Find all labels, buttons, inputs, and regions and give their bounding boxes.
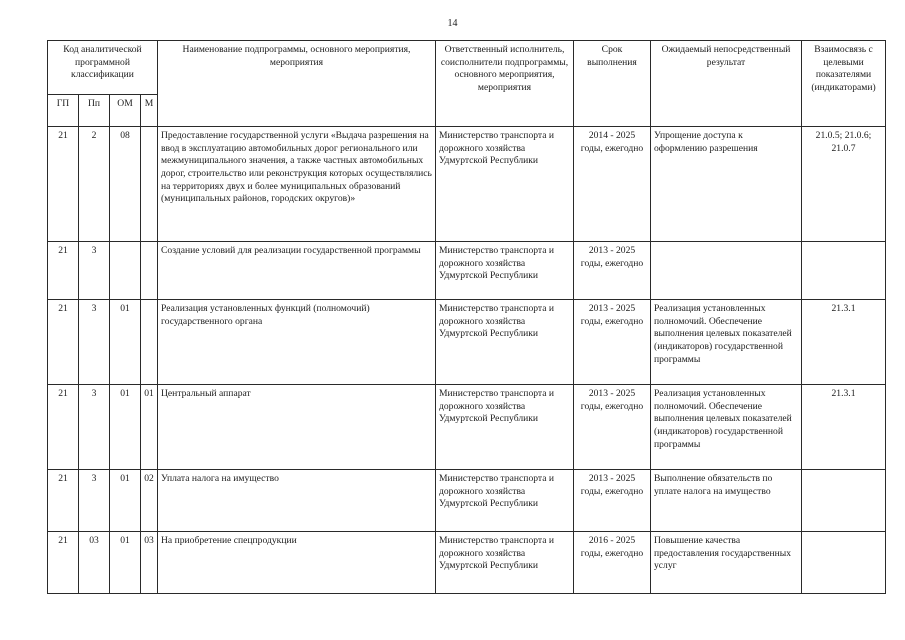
cell-name: Предоставление государственной услуги «Выдача разрешения на ввод в эксплуатацию автомобильных дорог регионального или межмуниципального значения, а также частных автомобильных дорог, строительство или реконструкция которых осуществлялись на территориях двух и более муниципальных образований (муниципальных районов, городских округов)» — [158, 127, 436, 242]
cell-om: 01 — [110, 532, 141, 594]
cell-responsible: Министерство транспорта и дорожного хозяйства Удмуртской Республики — [436, 127, 574, 242]
cell-indicators: 21.0.5; 21.0.6; 21.0.7 — [802, 127, 886, 242]
cell-pp: 3 — [79, 300, 110, 385]
cell-indicators: 21.3.1 — [802, 300, 886, 385]
table-row — [48, 385, 886, 470]
cell-m — [141, 242, 158, 300]
cell-name: Уплата налога на имущество — [158, 470, 436, 532]
cell-m — [141, 300, 158, 385]
cell-result: Реализация установленных полномочий. Обеспечение выполнения целевых показателей (индикаторов) государственной программы — [651, 385, 802, 470]
cell-om: 08 — [110, 127, 141, 242]
header-indicators: Взаимосвязь с целевыми показателями (индикаторами) — [802, 41, 886, 127]
cell-indicators: 21.3.1 — [802, 385, 886, 470]
table-row — [48, 532, 886, 594]
cell-pp: 3 — [79, 470, 110, 532]
table-row — [48, 242, 886, 300]
cell-deadline: 2013 - 2025 годы, ежегодно — [574, 242, 651, 300]
cell-gp: 21 — [48, 470, 79, 532]
cell-indicators — [802, 242, 886, 300]
cell-responsible: Министерство транспорта и дорожного хозяйства Удмуртской Республики — [436, 385, 574, 470]
cell-name: Реализация установленных функций (полномочий) государственного органа — [158, 300, 436, 385]
cell-pp: 03 — [79, 532, 110, 594]
cell-result: Упрощение доступа к оформлению разрешения — [651, 127, 802, 242]
cell-name: Центральный аппарат — [158, 385, 436, 470]
cell-om — [110, 242, 141, 300]
cell-gp: 21 — [48, 532, 79, 594]
cell-deadline: 2013 - 2025 годы, ежегодно — [574, 385, 651, 470]
cell-name: Создание условий для реализации государственной программы — [158, 242, 436, 300]
header-responsible: Ответственный исполнитель, соисполнители подпрограммы, основного мероприятия, мероприятия — [436, 41, 574, 127]
cell-pp: 2 — [79, 127, 110, 242]
table-row — [48, 300, 886, 385]
cell-om: 01 — [110, 385, 141, 470]
header-result: Ожидаемый непосредственный результат — [651, 41, 802, 127]
cell-deadline: 2014 - 2025 годы, ежегодно — [574, 127, 651, 242]
cell-responsible: Министерство транспорта и дорожного хозяйства Удмуртской Республики — [436, 242, 574, 300]
cell-gp: 21 — [48, 385, 79, 470]
cell-responsible: Министерство транспорта и дорожного хозяйства Удмуртской Республики — [436, 532, 574, 594]
cell-gp: 21 — [48, 300, 79, 385]
table-body — [48, 127, 886, 594]
header-m: М — [141, 95, 158, 127]
cell-pp: 3 — [79, 242, 110, 300]
table-row — [48, 127, 886, 242]
page-number: 14 — [447, 18, 458, 29]
cell-responsible: Министерство транспорта и дорожного хозяйства Удмуртской Республики — [436, 300, 574, 385]
cell-responsible: Министерство транспорта и дорожного хозяйства Удмуртской Республики — [436, 470, 574, 532]
header-code-group: Код аналитической программной классификации — [48, 41, 158, 95]
cell-m — [141, 127, 158, 242]
cell-gp: 21 — [48, 127, 79, 242]
cell-name: На приобретение спецпродукции — [158, 532, 436, 594]
table-row — [48, 470, 886, 532]
cell-indicators — [802, 470, 886, 532]
cell-result: Повышение качества предоставления государственных услуг — [651, 532, 802, 594]
cell-om: 01 — [110, 300, 141, 385]
header-name: Наименование подпрограммы, основного мероприятия, мероприятия — [158, 41, 436, 127]
program-table — [47, 40, 886, 594]
header-gp: ГП — [48, 95, 79, 127]
header-deadline: Срок выполнения — [574, 41, 651, 127]
cell-result — [651, 242, 802, 300]
header-pp: Пп — [79, 95, 110, 127]
header-om: ОМ — [110, 95, 141, 127]
cell-deadline: 2013 - 2025 годы, ежегодно — [574, 300, 651, 385]
cell-gp: 21 — [48, 242, 79, 300]
cell-m: 02 — [141, 470, 158, 532]
cell-m: 01 — [141, 385, 158, 470]
cell-result: Реализация установленных полномочий. Обеспечение выполнения целевых показателей (индикаторов) государственной программы — [651, 300, 802, 385]
cell-m: 03 — [141, 532, 158, 594]
cell-result: Выполнение обязательств по уплате налога на имущество — [651, 470, 802, 532]
cell-pp: 3 — [79, 385, 110, 470]
cell-indicators — [802, 532, 886, 594]
cell-deadline: 2013 - 2025 годы, ежегодно — [574, 470, 651, 532]
table-header — [48, 41, 886, 127]
cell-om: 01 — [110, 470, 141, 532]
cell-deadline: 2016 - 2025 годы, ежегодно — [574, 532, 651, 594]
